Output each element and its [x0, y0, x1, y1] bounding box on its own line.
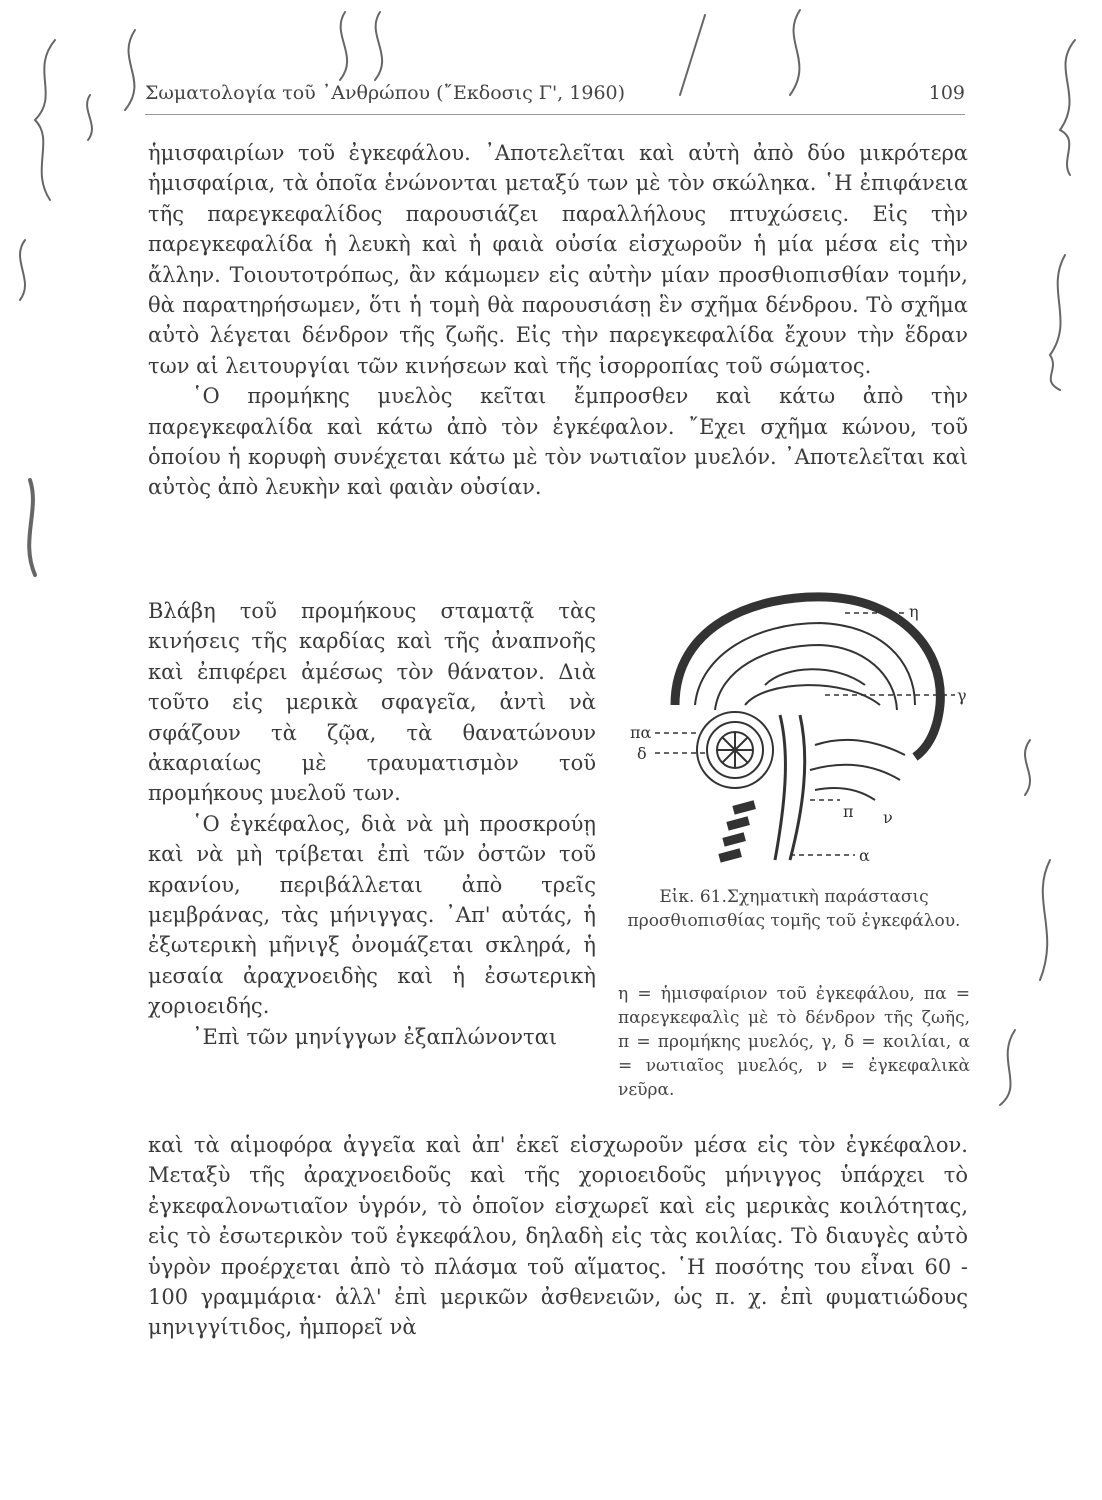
label-nu: ν [883, 808, 893, 827]
inner-fold-3 [745, 685, 880, 705]
brain-section-figure [615, 585, 975, 875]
scribble-right-figure [1025, 740, 1030, 795]
figure-legend: η = ἡμισφαίριον τοῦ ἐγκεφάλου, πα = παρεγκεφαλὶς μὲ τὸ δένδρον τῆς ζωῆς, π = προμήκης μυελός, γ, δ = κοιλίαι, α = νωτιαῖος μυελός, ν = ἐγκεφαλικὰ νεῦρα. [618, 984, 970, 1100]
hemisphere-outline [675, 597, 940, 757]
corpus-callosum [765, 669, 865, 685]
scribble-right-mid [1050, 255, 1065, 390]
page-number: 109 [928, 82, 965, 104]
paragraph-cerebellum: ἡμισφαιρίων τοῦ ἐγκεφάλου. ᾿Αποτελεῖται καὶ αὐτὴ ἀπὸ δύο μικρότερα ἡμισφαίρια, τὰ ὁποῖα ἑνώνονται μεταξύ των μὲ τὸν σκώληκα. ῾Η ἐπιφάνεια τῆς παρεγκεφαλίδος παρουσιάζει παραλλήλους πτυχώσεις. Εἰς τὴν παρεγκεφαλίδα ἡ λευκὴ καὶ ἡ φαιὰ οὐσία εἰσχωροῦν ἡ μία μέσα εἰς τὴν ἄλλην. Τοιουτοτρόπως, ἂν κάμωμεν εἰς αὐτὴν μίαν προσθιοπισθίαν τομήν, θὰ παρατηρήσωμεν, ὅτι ἡ τομὴ θὰ παρουσιάσῃ ἓν σχῆμα δένδρου. Τὸ σχῆμα αὐτὸ λέγεται δένδρον τῆς ζωῆς. Εἰς τὴν παρεγκεφαλίδα ἔχουν τὴν ἕδραν των αἱ λειτουργίαι τῶν κινήσεων καὶ τῆς ἰσορροπίας τοῦ σώματος. [148, 141, 968, 378]
body-text-top [148, 138, 968, 503]
arbor-vitae [717, 732, 753, 768]
label-eta: η [909, 602, 919, 621]
label-alpha: α [859, 846, 870, 865]
base-line-1 [815, 740, 905, 755]
inner-fold-2 [715, 645, 897, 710]
scribble-right-lower [1040, 860, 1050, 980]
paragraph-medulla-injury: Βλάβη τοῦ προμήκους σταματᾷ τὰς κινήσεις τῆς καρδίας καὶ τῆς ἀναπνοῆς καὶ ἐπιφέρει ἀμέσως τὸν θάνατον. Διὰ τοῦτο εἰς μερικὰ σφαγεῖα, ἀντὶ νὰ σφάζουν τὰ ζῷα, τὰ θανατώνουν ἀκαριαίως μὲ τραυματισμὸν τοῦ προμήκους μυελοῦ των. [148, 599, 596, 806]
running-title: Σωματολογία τοῦ ᾿Ανθρώπου (῎Εκδοσις Γ', 1960) [145, 82, 626, 104]
brainstem-front [775, 715, 785, 860]
paragraph-meninges: ῾Ο ἐγκέφαλος, διὰ νὰ μὴ προσκρούῃ καὶ νὰ μὴ τρίβεται ἐπὶ τῶν ὀστῶν τοῦ κρανίου, περιβάλλεται ἀπὸ τρεῖς μεμβράνας, τὰς μήνιγγας. ᾿Απ' αὐτάς, ἡ ἐξωτερικὴ μῆνιγξ ὀνομάζεται σκληρά, ἡ μεσαία ἀραχνοειδὴς καὶ ἡ ἐσωτερικὴ χοριοειδής. [148, 811, 596, 1019]
scribble-right-top [1060, 40, 1075, 175]
figure-caption: Εἰκ. 61.Σχηματικὴ παράστασις προσθιοπισθίας τομῆς τοῦ ἐγκεφάλου. [627, 887, 961, 931]
paragraph-csf: καὶ τὰ αἱμοφόρα ἀγγεῖα καὶ ἀπ' ἐκεῖ εἰσχωροῦν μέσα εἰς τὸν ἐγκέφαλον. Μεταξὺ τῆς ἀραχνοειδοῦς καὶ τῆς χοριοειδοῦς μήνιγγος ὑπάρχει τὸ ἐγκεφαλονωτιαῖον ὑγρόν, τὸ ὁποῖον εἰσχωρεῖ καὶ εἰς μερικὰς κοιλότητας, εἰς τὸ ἐσωτερικὸν τοῦ ἐγκεφάλου, δηλαδὴ εἰς τὰς κοιλίας. Τὸ διαυγὲς αὐτὸ ὑγρὸν προέρχεται ἀπὸ τὸ πλάσμα τοῦ αἵματος. ῾Η ποσότης του εἶναι 60 - 100 γραμμάρια· ἀλλ' ἐπὶ μερικῶν ἀσθενειῶν, ὡς π. χ. ἐπὶ φυματιώδους μηνιγγίτιδος, ἠμπορεῖ νὰ [148, 1133, 968, 1340]
header-rule [145, 114, 965, 115]
body-text-bottom [148, 1130, 968, 1343]
paragraph-vessels-start: ᾿Επὶ τῶν μηνίγγων ἐξαπλώνονται [192, 1024, 558, 1049]
label-delta: δ [637, 744, 647, 763]
body-text-side [148, 596, 596, 1052]
paragraph-medulla: ῾Ο προμήκης μυελὸς κεῖται ἔμπροσθεν καὶ κάτω ἀπὸ τὴν παρεγκεφαλίδα καὶ κάτω ἀπὸ τὸν ἐγκέφαλον. ῎Εχει σχῆμα κώνου, τοῦ ὁποίου ἡ κορυφὴ συνέχεται κάτω μὲ τὸν νωτιαῖον μυελόν. ᾿Αποτελεῖται καὶ αὐτὸς ἀπὸ λευκὴν καὶ φαιὰν οὐσίαν. [148, 384, 968, 500]
base-line-2 [810, 765, 900, 780]
running-header [145, 82, 965, 112]
brainstem-back [790, 715, 805, 860]
inner-fold-1 [695, 623, 915, 705]
scribble-left-mid [20, 240, 25, 300]
scribble-left-top [35, 40, 55, 200]
label-pa: πα [630, 723, 652, 742]
scribble-left-heavy [29, 480, 35, 575]
base-line-3 [815, 788, 875, 800]
label-gamma: γ [957, 686, 967, 705]
label-pi: π [843, 802, 854, 821]
